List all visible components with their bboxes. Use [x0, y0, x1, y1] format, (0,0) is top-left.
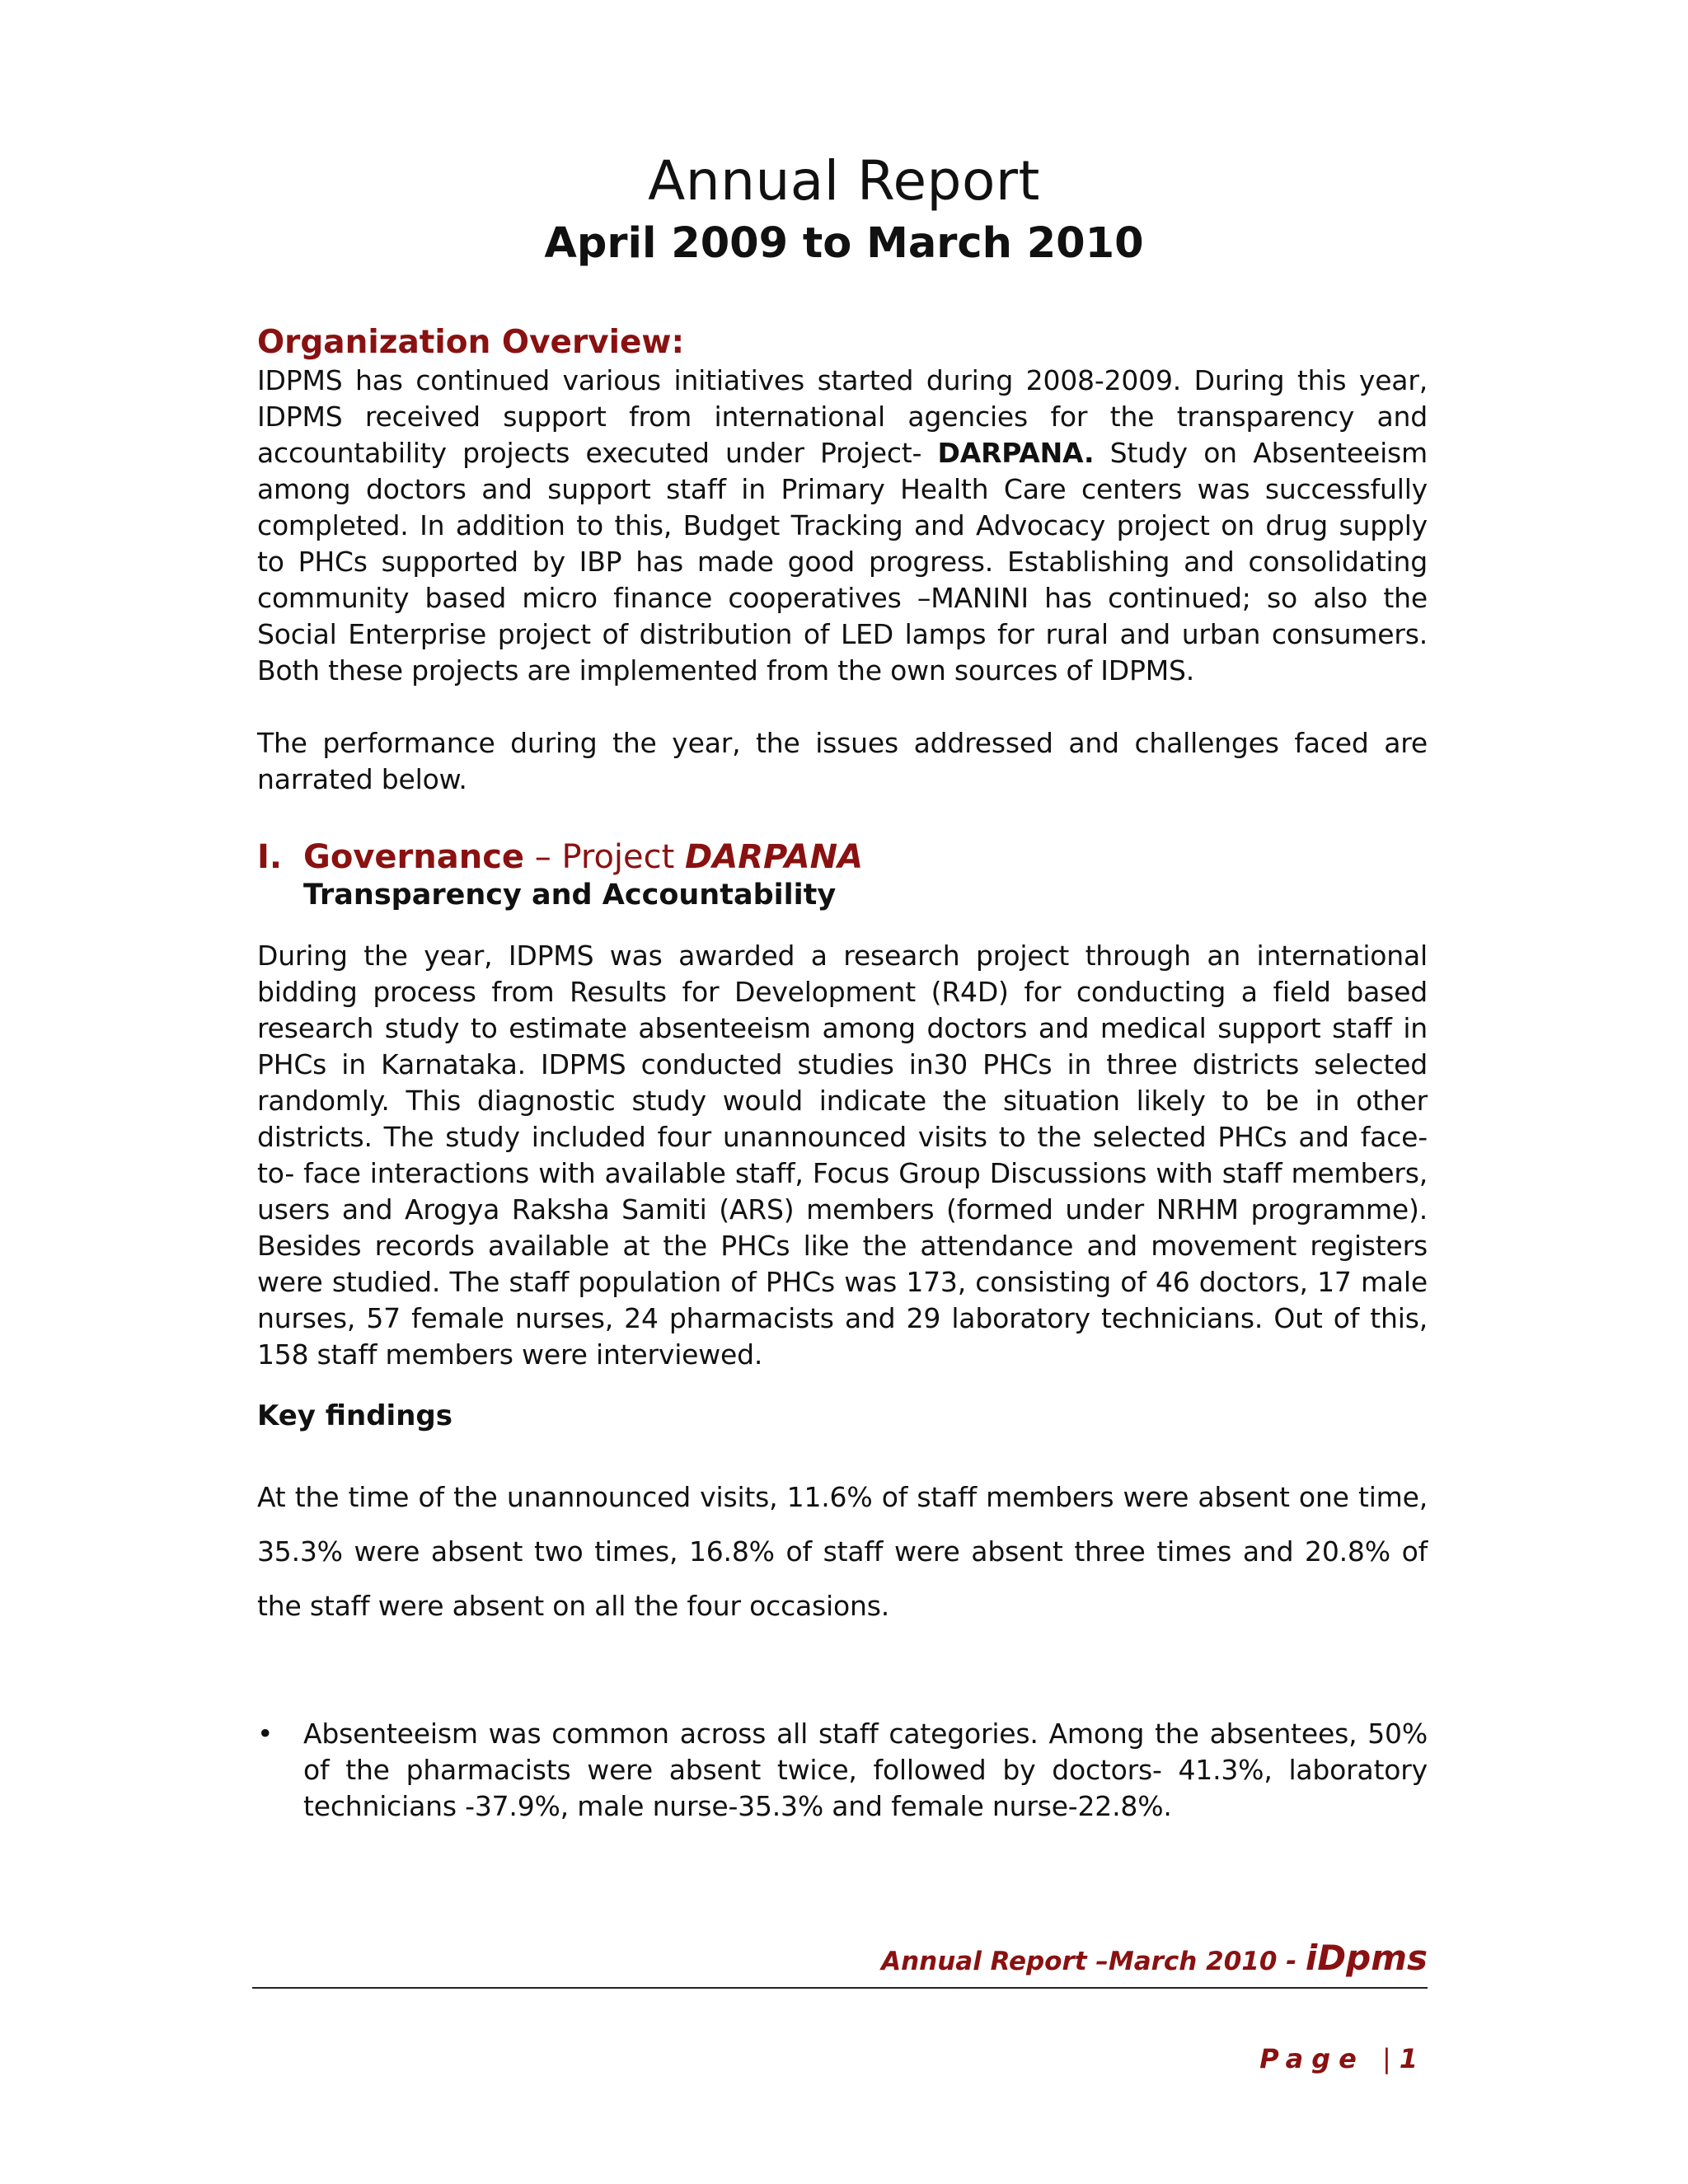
- governance-project-label: Project: [561, 838, 686, 876]
- overview-heading: Organization Overview:: [257, 324, 685, 361]
- spacer: [257, 798, 1428, 837]
- bullet-item: [257, 1716, 1428, 1825]
- overview-text-2: Study on Absenteeism among doctors and support staff in Primary Health Care centers was successfully completed. In addition to this, Budget Tracking and Advocacy project on drug supply to PHCs supported by IBP has made good progress. Establishing and consolidating community based micro finance cooperatives –MANINI has continued; so also the Social Enterprise project of distribution of LED lamps for rural and urban consumers. Both these projects are implemented from the own sources of IDPMS.: [257, 437, 1428, 687]
- spacer: [257, 1633, 1428, 1716]
- footer-report-label: Annual Report –March 2010 -: [881, 1947, 1306, 1976]
- page-number: [1259, 2041, 1426, 2077]
- page-word: Page: [1259, 2043, 1365, 2074]
- key-findings-heading: Key findings: [257, 1399, 452, 1432]
- document-body: [257, 323, 1428, 1825]
- spacer: [257, 1373, 1428, 1398]
- governance-subheading: Transparency and Accountability: [303, 879, 837, 912]
- footer-label: [881, 1938, 1428, 1981]
- page-separator: |: [1381, 2043, 1400, 2074]
- footer-brand: iDpms: [1305, 1938, 1428, 1978]
- page-number-value: 1: [1399, 2043, 1426, 2074]
- spacer: [257, 913, 1428, 938]
- overview-paragraph-2: The performance during the year, the issues addressed and challenges faced are narrated below.: [257, 727, 1428, 795]
- overview-text-1: IDPMS has continued various initiatives started during 2008-2009. During this year, IDPMS received support from international agencies for the transparency and accountability projects executed under Project-: [257, 364, 1428, 469]
- report-title: Annual Report: [648, 149, 1040, 213]
- governance-separator: –: [524, 838, 562, 876]
- governance-title: Governance: [303, 838, 525, 876]
- governance-heading: [257, 837, 1428, 877]
- darpana-bold: DARPANA.: [937, 437, 1095, 469]
- bullet-icon: •: [257, 1718, 274, 1750]
- footer-divider: [252, 1987, 1428, 1989]
- governance-project-name: DARPANA: [685, 838, 864, 876]
- governance-paragraph: During the year, IDPMS was awarded a research project through an international bidding process from Results for Development (R4D) for conducting a field based research study to estimate absenteeism among doctors and medical support staff in PHCs in Karnataka. IDPMS conducted studies in30 PHCs in three districts selected randomly. This diagnostic study would indicate the situation likely to be in other districts. The study included four unannounced visits to the selected PHCs and face- to- face interactions with available staff, Focus Group Discussions with staff members, users and Arogya Raksha Samiti (ARS) members (formed under NRHM programme). Besides records available at the PHCs like the attendance and movement registers were studied. The staff population of PHCs was 173, consisting of 46 doctors, 17 male nurses, 57 female nurses, 24 pharmacists and 29 laboratory technicians. Out of this, 158 staff members were interviewed.: [257, 940, 1428, 1371]
- section-number: I.: [257, 838, 283, 876]
- bullet-text: Absenteeism was common across all staff categories. Among the absentees, 50% of the pharmacists were absent twice, followed by doctors- 41.3%, laboratory technicians -37.9%, male nurse-35.3% and female nurse-22.8%.: [303, 1718, 1428, 1822]
- spacer: [257, 1434, 1428, 1470]
- overview-paragraph-1: [257, 363, 1428, 689]
- spacer: [257, 689, 1428, 725]
- key-findings-paragraph: At the time of the unannounced visits, 11.6% of staff members were absent one time, 35.3% were absent two times, 16.8% of staff were absent three times and 20.8% of the staff were absent on all the four occasions.: [257, 1481, 1428, 1622]
- report-period: April 2009 to March 2010: [544, 219, 1144, 268]
